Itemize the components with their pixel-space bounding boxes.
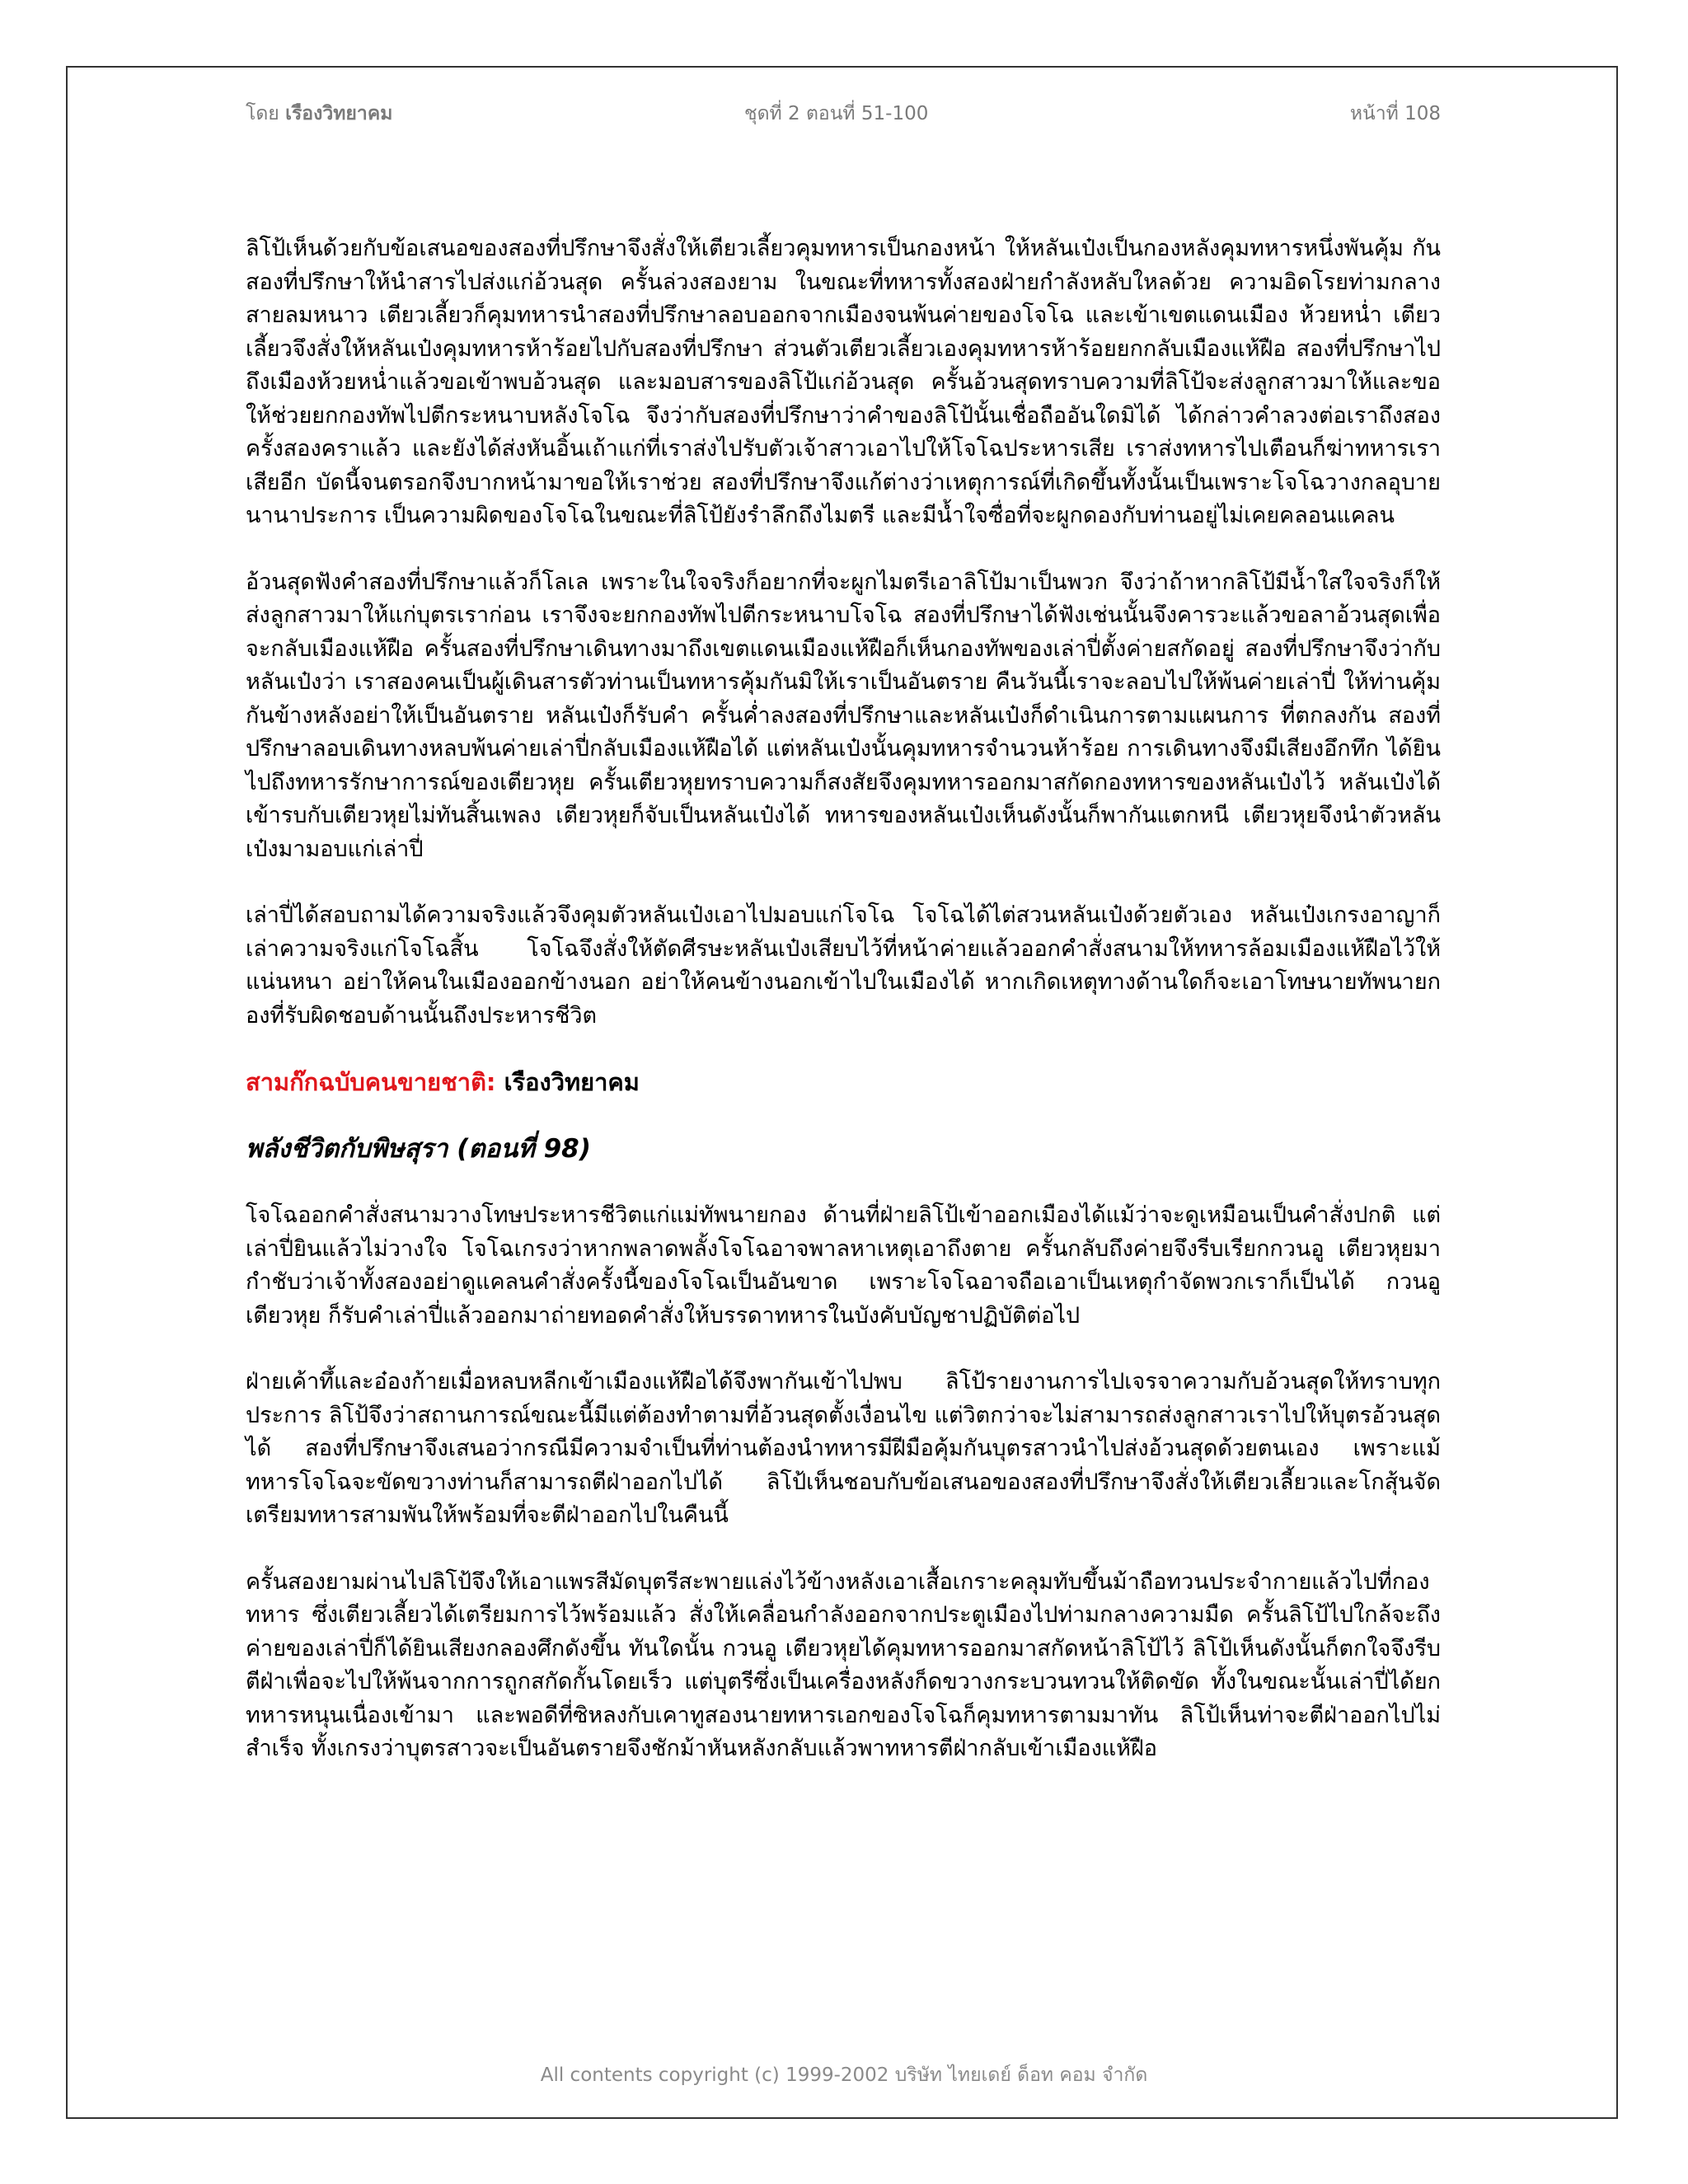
series-author: เรืองวิทยาคม xyxy=(504,1068,640,1096)
article-body xyxy=(246,232,1441,1799)
paragraph-4: โจโฉออกคำสั่งสนามวางโทษประหารชีวิตแก่แม่ทัพนายกอง ด้านที่ฝ่ายลิโป้เข้าออกเมืองได้แม้ว่าจะดูเหมือนเป็นคำสั่งปกติ แต่เล่าปี่ยินแล้วไม่วางใจ โจโฉเกรงว่าหากพลาดพลั้งโจโฉอาจพาลหาเหตุเอาถึงตาย ครั้นกลับถึงค่ายจึงรีบเรียกกวนอู เตียวหุยมากำชับว่าเจ้าทั้งสองอย่าดูแคลนคำสั่งครั้งนี้ของโจโฉเป็นอันขาด เพราะโจโฉอาจถือเอาเป็นเหตุกำจัดพวกเราก็เป็นได้ กวนอู เตียวหุย ก็รับคำเล่าปี่แล้วออกมาถ่ายทอดคำสั่งให้บรรดาทหารในบังคับบัญชาปฏิบัติต่อไป xyxy=(246,1202,1441,1329)
paragraph-2: อ้วนสุดฟังคำสองที่ปรึกษาแล้วก็โลเล เพราะในใจจริงก็อยากที่จะผูกไมตรีเอาลิโป้มาเป็นพวก จึงว่าถ้าหากลิโป้มีน้ำใสใจจริงก็ให้ ส่งลูกสาวมาให้แก่บุตรเราก่อน เราจึงจะยกกองทัพไปตีกระหนาบโจโฉ สองที่ปรึกษาได้ฟังเช่นนั้นจึงคารวะแล้วขอลาอ้วนสุดเพื่อจะกลับเมืองแห้ฝือ ครั้นสองที่ปรึกษาเดินทางมาถึงเขตแดนเมืองแห้ฝือก็เห็นกองทัพของเล่าปี่ตั้งค่ายสกัดอยู่ สองที่ปรึกษาจึงว่ากับหลันเป๋งว่า เราสองคนเป็นผู้เดินสารตัวท่านเป็นทหารคุ้มกันมิให้เราเป็นอันตราย คืนวันนี้เราจะลอบไปให้พ้นค่ายเล่าปี่ ให้ท่านคุ้มกันข้างหลังอย่าให้เป็นอันตราย หลันเป๋งก็รับคำ ครั้นค่ำลงสองที่ปรึกษาและหลันเป๋งก็ดำเนินการตามแผนการ ที่ตกลงกัน สองที่ปรึกษาลอบเดินทางหลบพ้นค่ายเล่าปี่กลับเมืองแห้ฝือได้ แต่หลันเป๋งนั้นคุมทหารจำนวนห้าร้อย การเดินทางจึงมีเสียงอึกทึก ได้ยินไปถึงทหารรักษาการณ์ของเตียวหุย ครั้นเตียวหุยทราบความก็สงสัยจึงคุมทหารออกมาสกัดกองทหารของหลันเป๋งไว้ หลันเป๋งได้เข้ารบกับเตียวหุยไม่ทันสิ้นเพลง เตียวหุยก็จับเป็นหลันเป๋งได้ ทหารของหลันเป๋งเห็นดังนั้นก็พากันแตกหนี เตียวหุยจึงนำตัวหลันเป๋งมามอบแก่เล่าปี่ xyxy=(246,569,1441,862)
episode-title: พลังชีวิตกับพิษสุรา (ตอนที่ 98) xyxy=(246,1134,591,1164)
footer-copyright: All contents copyright (c) 1999-2002 บริษัท ไทยเดย์ ด็อท คอม จำกัด xyxy=(540,2064,1148,2086)
paragraph-1: ลิโป้เห็นด้วยกับข้อเสนอของสองที่ปรึกษาจึงสั่งให้เตียวเลี้ยวคุมทหารเป็นกองหน้า ให้หลันเป๋งเป็นกองหลังคุมทหารหนึ่งพันคุ้ม กันสองที่ปรึกษาให้นำสารไปส่งแก่อ้วนสุด ครั้นล่วงสองยาม ในขณะที่ทหารทั้งสองฝ่ายกำลังหลับใหลด้วย ความอิดโรยท่ามกลางสายลมหนาว เตียวเลี้ยวก็คุมทหารนำสองที่ปรึกษาลอบออกจากเมืองจนพ้นค่ายของโจโฉ และเข้าเขตแดนเมือง ห้วยหน่ำ เตียวเลี้ยวจึงสั่งให้หลันเป๋งคุมทหารห้าร้อยไปกับสองที่ปรึกษา ส่วนตัวเตียวเลี้ยวเองคุมทหารห้าร้อยยกกลับเมืองแห้ฝือ สองที่ปรึกษาไปถึงเมืองห้วยหน่ำแล้วขอเข้าพบอ้วนสุด และมอบสารของลิโป้แก่อ้วนสุด ครั้นอ้วนสุดทราบความที่ลิโป้จะส่งลูกสาวมาให้และขอให้ช่วยยกกองทัพไปตีกระหนาบหลังโจโฉ จึงว่ากับสองที่ปรึกษาว่าคำของลิโป้นั้นเชื่อถืออันใดมิได้ ได้กล่าวคำลวงต่อเราถึงสองครั้งสองคราแล้ว และยังได้ส่งหันอิ้นเถ้าแก่ที่เราส่งไปรับตัวเจ้าสาวเอาไปให้โจโฉประหารเสีย เราส่งทหารไปเตือนก็ฆ่าทหารเราเสียอีก บัดนี้จนตรอกจึงบากหน้ามาขอให้เราช่วย สองที่ปรึกษาจึงแก้ต่างว่าเหตุการณ์ที่เกิดขึ้นทั้งนั้นเป็นเพราะโจโฉวางกลอุบายนานาประการ เป็นความผิดของโจโฉในขณะที่ลิโป้ยังรำลึกถึงไมตรี และมีน้ำใจซื่อที่จะผูกดองกับท่านอยู่ไม่เคยคลอนแคลน xyxy=(246,236,1441,528)
header-page-number: หน้าที่ 108 xyxy=(1349,103,1441,124)
paragraph-6: ครั้นสองยามผ่านไปลิโป้จึงให้เอาแพรสีมัดบุตรีสะพายแล่งไว้ข้างหลังเอาเสื้อเกราะคลุมทับขึ้นม้าถือทวนประจำกายแล้วไปที่กองทหาร ซึ่งเตียวเลี้ยวได้เตรียมการไว้พร้อมแล้ว สั่งให้เคลื่อนกำลังออกจากประตูเมืองไปท่ามกลางความมืด ครั้นลิโป้ไปใกล้จะถึงค่ายของเล่าปี่ก็ได้ยินเสียงกลองศึกดังขึ้น ทันใดนั้น กวนอู เตียวหุยได้คุมทหารออกมาสกัดหน้าลิโป้ไว้ ลิโป้เห็นดังนั้นก็ตกใจจึงรีบตีฝ่าเพื่อจะไปให้พ้นจากการถูกสกัดกั้นโดยเร็ว แต่บุตรีซึ่งเป็นเครื่องหลังก็ดขวางกระบวนทวนให้ติดขัด ทั้งในขณะนั้นเล่าปี่ได้ยกทหารหนุนเนื่องเข้ามา และพอดีที่ซิหลงกับเคาทูสองนายทหารเอกของโจโฉก็คุมทหารตามมาทัน ลิโป้เห็นท่าจะตีฝ่าออกไปไม่สำเร็จ ทั้งเกรงว่าบุตรสาวจะเป็นอันตรายจึงชักม้าหันหลังกลับแล้วพาทหารตีฝ่ากลับเข้าเมืองแห้ฝือ xyxy=(246,1568,1441,1761)
running-header xyxy=(246,99,1441,132)
paragraph-3: เล่าปี่ได้สอบถามได้ความจริงแล้วจึงคุมตัวหลันเป๋งเอาไปมอบแก่โจโฉ โจโฉได้ไต่สวนหลันเป๋งด้วยตัวเอง หลันเป๋งเกรงอาญาก็เล่าความจริงแก่โจโฉสิ้น โจโฉจึงสั่งให้ตัดศีรษะหลันเป๋งเสียบไว้ที่หน้าค่ายแล้วออกคำสั่งสนามให้ทหารล้อมเมืองแห้ฝือไว้ให้แน่นหนา อย่าให้คนในเมืองออกข้างนอก อย่าให้คนข้างนอกเข้าไปในเมืองได้ หากเกิดเหตุทางด้านใดก็จะเอาโทษนายทัพนายกองที่รับผิดชอบด้านนั้นถึงประหารชีวิต xyxy=(246,902,1441,1029)
paragraph-5: ฝ่ายเค้าทึ้และอ๋องก้ายเมื่อหลบหลีกเข้าเมืองแห้ฝือได้จึงพากันเข้าไปพบ ลิโป้รายงานการไปเจรจาความกับอ้วนสุดให้ทราบทุกประการ ลิโป้จึงว่าสถานการณ์ขณะนี้มีแต่ต้องทำตามที่อ้วนสุดตั้งเงื่อนไข แต่วิตกว่าจะไม่สามารถส่งลูกสาวเราไปให้บุตรอ้วนสุดได้ สองที่ปรึกษาจึงเสนอว่ากรณีมีความจำเป็นที่ท่านต้องนำทหารมีฝีมือคุ้มกันบุตรสาวนำไปส่งอ้วนสุดด้วยตนเอง เพราะแม้ทหารโจโฉจะขัดขวางท่านก็สามารถตีฝ่าออกไปได้ ลิโป้เห็นชอบกับข้อเสนอของสองที่ปรึกษาจึงสั่งให้เตียวเลี้ยวและโกสุ้นจัดเตรียมทหารสามพันให้พร้อมที่จะตีฝ่าออกไปในคืนนี้ xyxy=(246,1369,1441,1528)
header-byline xyxy=(246,99,392,129)
byline-author: เรืองวิทยาคม xyxy=(285,103,393,124)
series-label: สามก๊กฉบับคนขายชาติ: xyxy=(246,1068,496,1096)
header-series-info: ชุดที่ 2 ตอนที่ 51-100 xyxy=(744,103,929,124)
series-heading xyxy=(246,1066,1441,1099)
byline-prefix: โดย xyxy=(246,103,279,124)
